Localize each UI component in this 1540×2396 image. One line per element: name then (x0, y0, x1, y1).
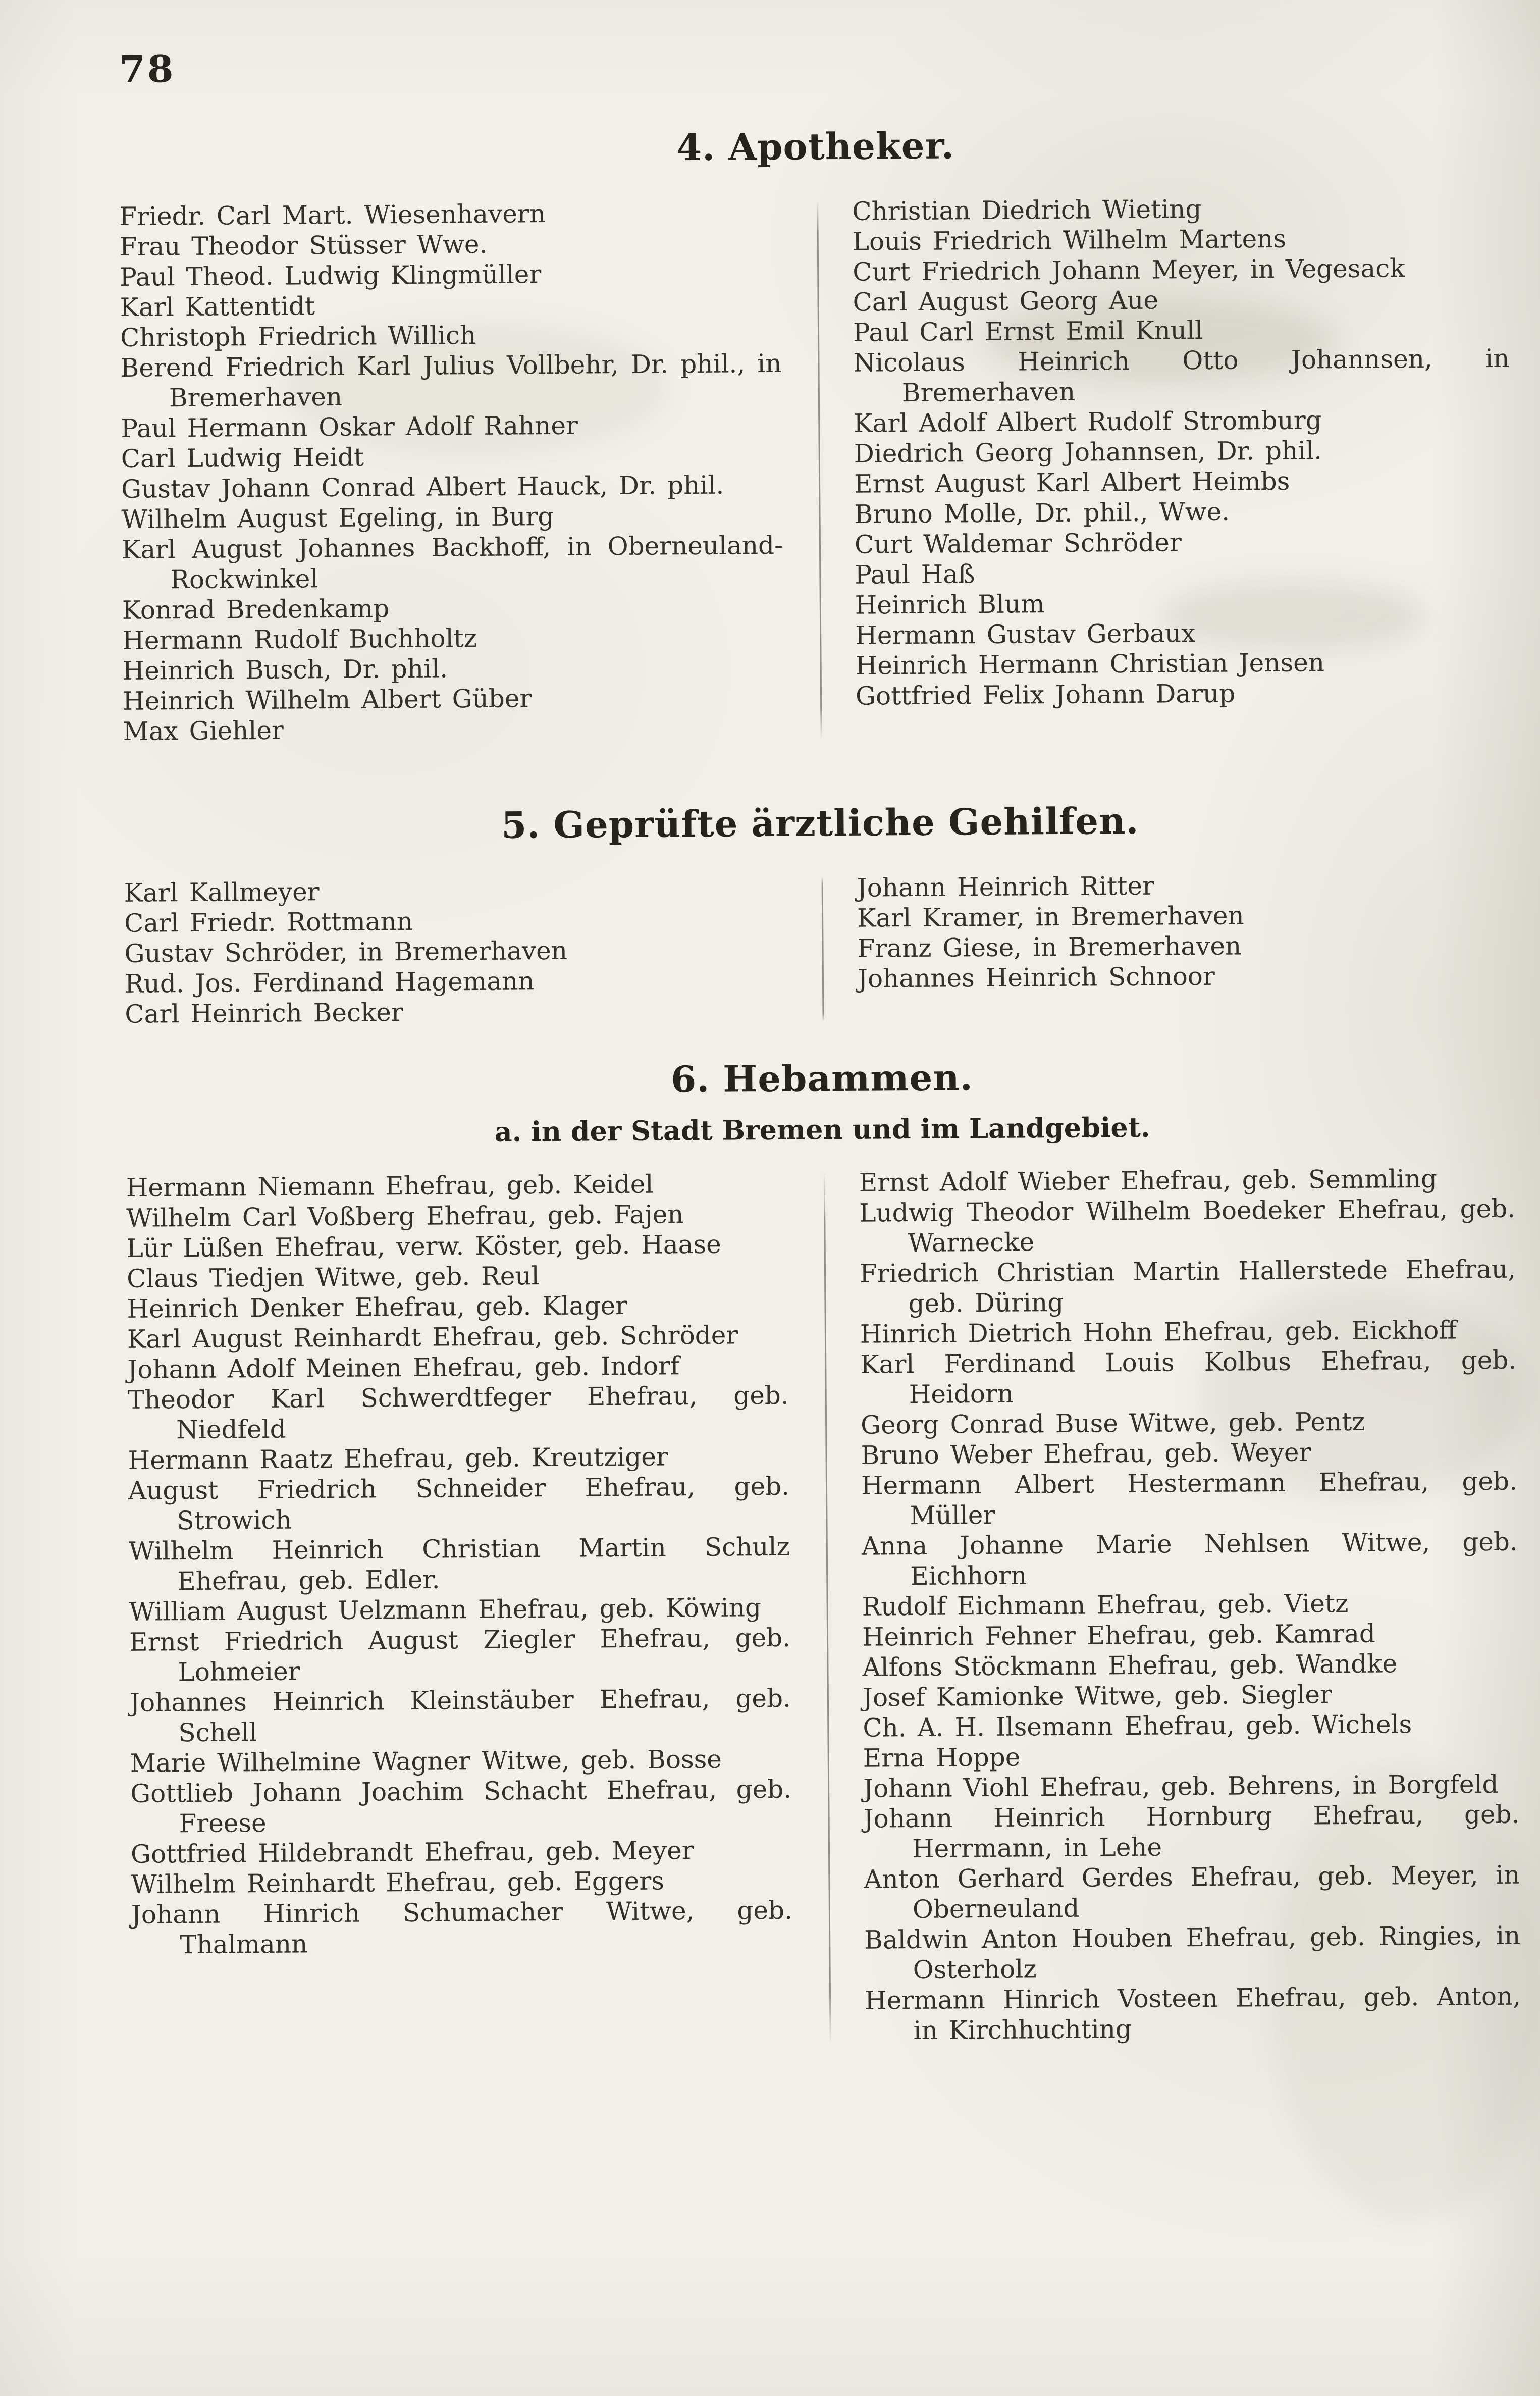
directory-entry: Claus Tiedjen Witwe, geb. Reul (126, 1261, 540, 1293)
column-left (126, 1168, 793, 1960)
directory-entry: Ludwig Theodor Wilhelm Boedeker Ehefrau, geb. Warnecke (859, 1193, 1516, 1258)
directory-entry: Hinrich Dietrich Hohn Ehefrau, geb. Eickhoff (860, 1315, 1457, 1349)
directory-entry: Gottlieb Johann Joachim Schacht Ehefrau, geb. Freese (130, 1774, 792, 1839)
directory-entry: Karl August Reinhardt Ehefrau, geb. Schröder (127, 1320, 738, 1354)
directory-entry: Karl Kramer, in Bremerhaven (857, 901, 1244, 933)
column-right (859, 1163, 1521, 2046)
directory-entry: Karl Kattentidt (120, 291, 315, 322)
directory-entry: Wilhelm August Egeling, in Burg (121, 501, 554, 534)
directory-entry: Heinrich Fehner Ehefrau, geb. Kamrad (862, 1619, 1376, 1652)
directory-entry: Carl August Georg Aue (853, 285, 1159, 317)
directory-entry: Ernst Friedrich August Ziegler Ehefrau, geb. Lohmeier (129, 1623, 791, 1687)
section-hebammen-subtitle: a. in der Stadt Bremen und im Landgebiet. (494, 1111, 1150, 1148)
directory-entry: Johann Adolf Meinen Ehefrau, geb. Indorf (127, 1351, 680, 1384)
directory-entry: Ernst August Karl Albert Heimbs (854, 466, 1290, 499)
directory-entry: Georg Conrad Buse Witwe, geb. Pentz (860, 1407, 1365, 1440)
directory-entry: Nicolaus Heinrich Otto Johannsen, in Bremerhaven (853, 343, 1510, 408)
directory-entry: Wilhelm Heinrich Christian Martin Schulz Ehefrau, geb. Edler. (128, 1532, 790, 1596)
column-left (119, 197, 784, 747)
directory-entry: Johann Hinrich Schumacher Witwe, geb. Thalmann (131, 1895, 793, 1960)
directory-entry: Hermann Gustav Gerbaux (855, 618, 1196, 650)
section-hebammen (125, 1052, 1525, 2051)
directory-entry: Hermann Albert Hestermann Ehefrau, geb. Müller (861, 1466, 1518, 1531)
directory-entry: Wilhelm Carl Voßberg Ehefrau, geb. Fajen (126, 1200, 684, 1233)
directory-entry: Rudolf Eichmann Ehefrau, geb. Vietz (862, 1589, 1349, 1622)
directory-entry: Carl Heinrich Becker (125, 998, 403, 1029)
column-divider-rule (824, 1172, 831, 2043)
directory-entry: Karl Adolf Albert Rudolf Stromburg (854, 405, 1322, 438)
directory-entry: Erna Hoppe (863, 1742, 1021, 1773)
directory-entry: Heinrich Denker Ehefrau, geb. Klager (127, 1290, 628, 1324)
directory-entry: Karl Kallmeyer (124, 877, 320, 908)
directory-entry: Bruno Molle, Dr. phil., Wwe. (854, 497, 1230, 529)
directory-entry: Christoph Friedrich Willich (120, 321, 476, 352)
directory-entry: Louis Friedrich Wilhelm Martens (852, 224, 1287, 256)
directory-entry: Heinrich Blum (855, 589, 1045, 620)
directory-entry: Anton Gerhard Gerdes Ehefrau, geb. Meyer, in Oberneuland (864, 1860, 1520, 1924)
directory-entry: Berend Friedrich Karl Julius Vollbehr, Dr. phil., in Bremerhaven (120, 348, 782, 413)
section-apotheker-columns (119, 192, 1516, 747)
directory-entry: William August Uelzmann Ehefrau, geb. Köwing (129, 1593, 762, 1627)
directory-entry: Johann Heinrich Ritter (857, 871, 1155, 903)
page-number: 78 (119, 47, 176, 91)
column-right (852, 192, 1512, 711)
section-gehilfen-columns (124, 868, 1518, 1029)
directory-entry: Paul Carl Ernst Emil Knull (853, 315, 1203, 347)
column-left (124, 873, 786, 1029)
directory-entry: Johannes Heinrich Schnoor (857, 961, 1215, 994)
column-divider-rule (817, 200, 822, 739)
directory-entry: Rud. Jos. Ferdinand Hagemann (124, 966, 535, 999)
directory-entry: Johannes Heinrich Kleinstäuber Ehefrau, geb. Schell (129, 1683, 791, 1748)
directory-entry: Curt Waldemar Schröder (854, 528, 1182, 559)
section-aerztliche-gehilfen (124, 797, 1518, 1029)
directory-entry: Gustav Johann Conrad Albert Hauck, Dr. phil. (121, 470, 724, 504)
column-right (857, 868, 1514, 994)
directory-entry: Baldwin Anton Houben Ehefrau, geb. Ringies, in Osterholz (864, 1920, 1521, 1985)
section-apotheker-title: 4. Apotheker. (676, 124, 955, 169)
column-divider-rule (822, 877, 824, 1021)
directory-entry: Johann Heinrich Hornburg Ehefrau, geb. Herrmann, in Lehe (863, 1799, 1520, 1864)
directory-entry: Heinrich Busch, Dr. phil. (122, 654, 448, 686)
directory-entry: Friedr. Carl Mart. Wiesenhavern (119, 199, 546, 231)
section-apotheker (119, 120, 1516, 747)
directory-entry: Alfons Stöckmann Ehefrau, geb. Wandke (862, 1649, 1398, 1682)
directory-entry: Lür Lüßen Ehefrau, verw. Köster, geb. Haase (126, 1229, 721, 1263)
directory-entry: Christian Diedrich Wieting (852, 194, 1202, 226)
directory-entry: Karl Ferdinand Louis Kolbus Ehefrau, geb. Heidorn (860, 1345, 1517, 1410)
sections-container (118, 0, 1525, 2051)
directory-entry: Carl Ludwig Heidt (121, 442, 364, 474)
directory-entry: Ernst Adolf Wieber Ehefrau, geb. Semmling (859, 1164, 1438, 1197)
directory-entry: Heinrich Wilhelm Albert Güber (122, 684, 532, 716)
directory-entry: Ch. A. H. Ilsemann Ehefrau, geb. Wichels (863, 1709, 1412, 1743)
directory-entry: Franz Giese, in Bremerhaven (857, 931, 1242, 963)
directory-entry: Theodor Karl Schwerdtfeger Ehefrau, geb. Niedfeld (127, 1380, 789, 1445)
directory-entry: Diedrich Georg Johannsen, Dr. phil. (854, 436, 1322, 468)
directory-entry: Gustav Schröder, in Bremerhaven (124, 935, 568, 968)
directory-entry: Konrad Bredenkamp (122, 594, 390, 625)
section-hebammen-columns (126, 1163, 1525, 2051)
directory-entry: Paul Theod. Ludwig Klingmüller (120, 259, 542, 292)
directory-entry: Paul Haß (855, 559, 975, 590)
section-hebammen-title: 6. Hebammen. (670, 1056, 973, 1101)
directory-entry: Friedrich Christian Martin Hallerstede Ehefrau, geb. Düring (859, 1254, 1516, 1319)
directory-entry: Max Giehler (123, 715, 284, 746)
directory-entry: Frau Theodor Stüsser Wwe. (119, 229, 488, 262)
directory-entry: Wilhelm Reinhardt Ehefrau, geb. Eggers (131, 1866, 665, 1899)
directory-entry: Anna Johanne Marie Nehlsen Witwe, geb. Eichhorn (861, 1527, 1518, 1591)
directory-entry: Curt Friedrich Johann Meyer, in Vegesack (852, 253, 1405, 287)
directory-entry: Hermann Niemann Ehefrau, geb. Keidel (126, 1169, 654, 1203)
directory-entry: Gottfried Felix Johann Darup (855, 679, 1236, 711)
directory-entry: Johann Viohl Ehefrau, geb. Behrens, in Borgfeld (863, 1769, 1499, 1803)
directory-entry: Paul Hermann Oskar Adolf Rahner (121, 410, 578, 443)
directory-entry: Gottfried Hildebrandt Ehefrau, geb. Meyer (130, 1836, 694, 1869)
directory-entry: Josef Kamionke Witwe, geb. Siegler (862, 1680, 1333, 1712)
directory-entry: August Friedrich Schneider Ehefrau, geb. Strowich (128, 1471, 790, 1536)
directory-entry: Hermann Hinrich Vosteen Ehefrau, geb. Anton, in Kirchhuchting (864, 1981, 1521, 2046)
directory-entry: Marie Wilhelmine Wagner Witwe, geb. Bosse (130, 1744, 722, 1778)
directory-entry: Hermann Raatz Ehefrau, geb. Kreutziger (128, 1442, 668, 1475)
directory-entry: Karl August Johannes Backhoff, in Oberneuland-Rockwinkel (121, 530, 783, 595)
section-gehilfen-title: 5. Geprüfte ärztliche Gehilfen. (501, 799, 1139, 847)
directory-entry: Carl Friedr. Rottmann (124, 906, 413, 938)
directory-entry: Heinrich Hermann Christian Jensen (855, 648, 1325, 681)
directory-entry: Hermann Rudolf Buchholtz (122, 623, 477, 655)
directory-entry: Bruno Weber Ehefrau, geb. Weyer (861, 1437, 1311, 1470)
